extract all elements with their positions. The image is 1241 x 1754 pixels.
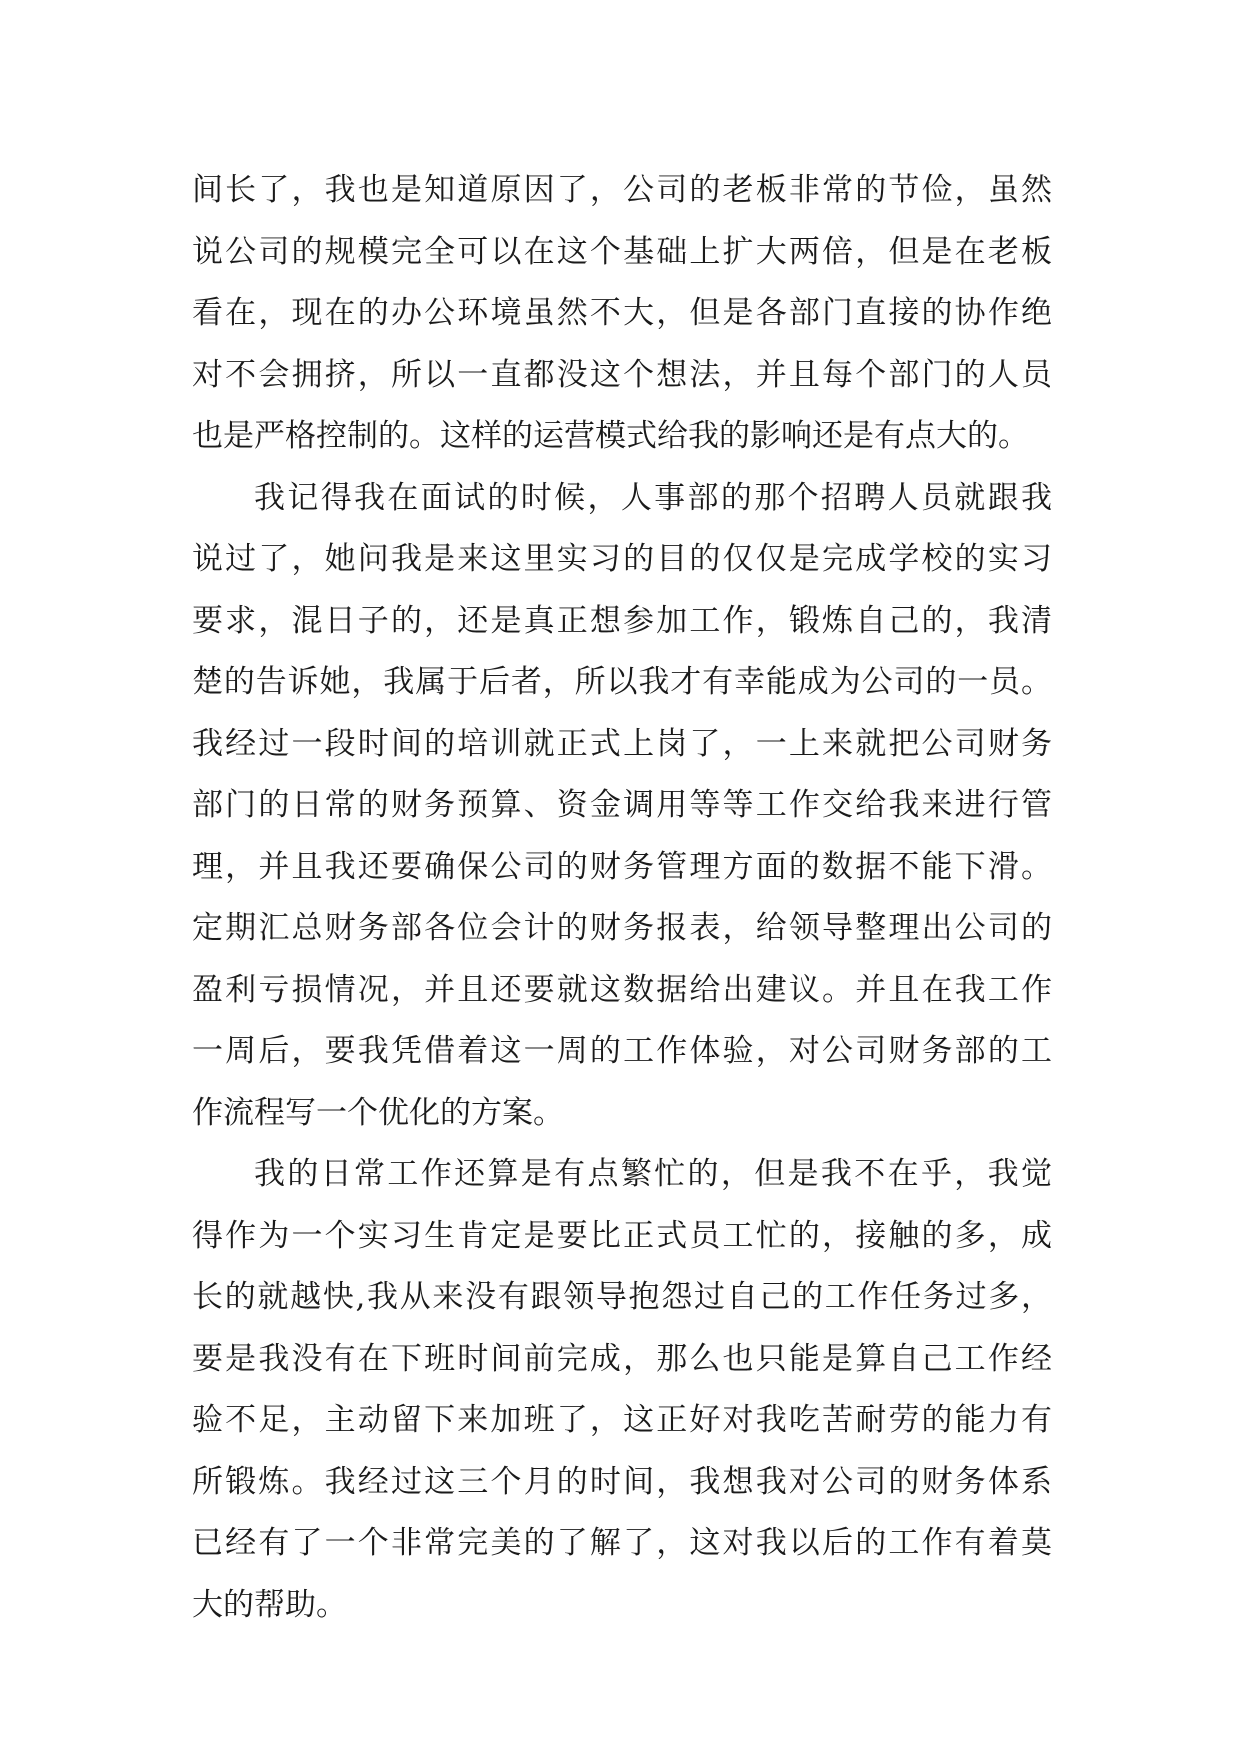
- text-line: 作流程写一个优化的方案。: [192, 1094, 564, 1131]
- text-line: 一周后，要我凭借着这一周的工作体验，对公司财务部的工: [192, 1033, 1052, 1069]
- text-line: 我经过一段时间的培训就正式上岗了，一上来就把公司财务: [192, 725, 1052, 762]
- text-line: 楚的告诉她，我属于后者，所以我才有幸能成为公司的一员。: [192, 664, 1052, 700]
- body-text: [192, 160, 1052, 1636]
- text-line: 说公司的规模完全可以在这个基础上扩大两倍，但是在老板: [192, 233, 1052, 270]
- text-line: 理，并且我还要确保公司的财务管理方面的数据不能下滑。: [192, 848, 1052, 885]
- text-line: 大的帮助。: [192, 1586, 347, 1623]
- text-line: 看在，现在的办公环境虽然不大，但是各部门直接的协作绝: [192, 295, 1052, 331]
- text-line: 要是我没有在下班时间前完成，那么也只能是算自己工作经: [192, 1340, 1052, 1377]
- text-line: 长的就越快,我从来没有跟领导抱怨过自己的工作任务过多，: [192, 1279, 1052, 1315]
- text-line: 对不会拥挤，所以一直都没这个想法，并且每个部门的人员: [192, 356, 1052, 393]
- text-line: 要求，混日子的，还是真正想参加工作，锻炼自己的，我清: [192, 602, 1052, 639]
- text-line: 验不足，主动留下来加班了，这正好对我吃苦耐劳的能力有: [192, 1402, 1052, 1438]
- text-line: 盈利亏损情况，并且还要就这数据给出建议。并且在我工作: [192, 971, 1052, 1008]
- paragraph-first-line: 我记得我在面试的时候，人事部的那个招聘人员就跟我: [254, 479, 1052, 516]
- text-line: 已经有了一个非常完美的了解了，这对我以后的工作有着莫: [192, 1525, 1052, 1561]
- paragraph-first-line: 我的日常工作还算是有点繁忙的，但是我不在乎，我觉: [254, 1156, 1052, 1192]
- text-line: 得作为一个实习生肯定是要比正式员工忙的，接触的多，成: [192, 1217, 1052, 1254]
- text-line: 也是严格控制的。这样的运营模式给我的影响还是有点大的。: [192, 418, 1029, 454]
- text-line: 所锻炼。我经过这三个月的时间，我想我对公司的财务体系: [192, 1463, 1052, 1500]
- text-line: 间长了，我也是知道原因了，公司的老板非常的节俭，虽然: [192, 172, 1052, 208]
- text-line: 定期汇总财务部各位会计的财务报表，给领导整理出公司的: [192, 910, 1052, 946]
- text-line: 说过了，她问我是来这里实习的目的仅仅是完成学校的实习: [192, 541, 1052, 577]
- text-line: 部门的日常的财务预算、资金调用等等工作交给我来进行管: [192, 787, 1052, 823]
